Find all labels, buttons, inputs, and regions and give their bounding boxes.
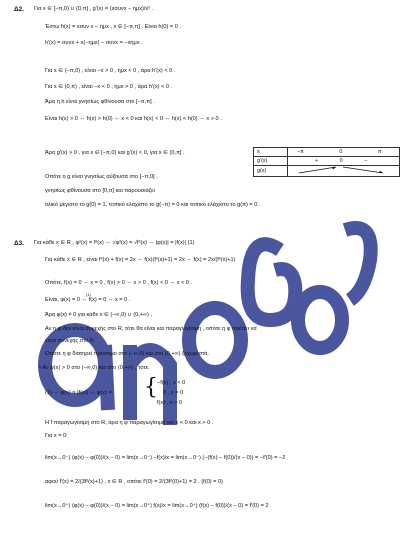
- d2-line-3: h′(x) = συνx + x(−ημx) − συνx = −xημx .: [45, 40, 143, 46]
- d2-line-7: Είναι h(x) > 0 ⇔ h(x) > h(0) ⇔ x < 0 και h(x) < 0 ⇔ h(x) < h(0) ⇔ x > 0 .: [45, 116, 222, 122]
- section-label-d3: Δ3.: [14, 240, 24, 247]
- d2-line-2: Έστω h(x) = xσυν x − ημx , x ∈ [−π,π] . Είναι h(0) = 0 .: [45, 24, 181, 30]
- d3-line-7: είναι συνεχής στο R.: [45, 338, 96, 344]
- d3-line-4-note: (1): [86, 292, 91, 297]
- table-row-gprime: g′(x): [254, 157, 288, 166]
- d3-line-5: Άρα φ(x) ≠ 0 για κάθε x ∈ (−∞,0) ∪ (0,+∞) .: [45, 312, 153, 318]
- d3-line-1: Για κάθε x ∈ R , φ²(x) = f²(x) ⇔ √φ²(x) = √f²(x) ⇔ |φ(x)| = |f(x)| (1): [34, 240, 195, 246]
- piecewise-case-3: f(x) , x > 0: [157, 400, 183, 406]
- table-val-minus-pi: −π: [297, 149, 304, 155]
- table-head-values: [288, 148, 400, 157]
- d3-line-9: • Αν φ(x) > 0 στο (−∞,0) και στο (0,+∞) , τότε:: [39, 365, 150, 371]
- d2-line-11: ολικό μέγιστο το g(0) = 1, τοπικό ελάχιστο το g(−π) = 0 και τοπικό ελάχιστο το g(π) = 0 .: [45, 202, 261, 208]
- table-arrows: [288, 166, 400, 177]
- d3-line-4: Είναι, φ(x) = 0 ⇔ f(x) = 0 ⇔ x = 0 .: [45, 297, 131, 303]
- d2-line-10: γνησίως φθίνουσα στο [0,π] και παρουσιάζει: [45, 188, 155, 194]
- d3-line-3: Οπότε, f(x) = 0 ⇔ x = 0 , f(x) > 0 ⇔ x > 0 , f(x) < 0 ⇔ x < 0 .: [45, 280, 193, 286]
- d2-line-6: Άρα η h είναι γνησίως φθίνουσα στο [−π,π] .: [45, 99, 155, 105]
- table-sign-plus: +: [315, 158, 319, 164]
- d2-line-9: Οπότε η g είναι γνησίως αύξουσα στο [−π,0] ,: [45, 174, 158, 180]
- d3-line-14: αφού f′(x) = 2/(3f²(x)+1) , x ∈ R , οπότε f′(0) = 2/(3f²(0)+1) = 2 . (f(0) = 0): [45, 479, 223, 485]
- d3-line-8: Οπότε η φ διατηρεί πρόσημο στο (−∞,0) και στο (0,+∞) ξεχωριστά.: [45, 351, 209, 357]
- d3-line-15: lim(x→0⁺) (φ(x) − φ(0))/(x − 0) = lim(x→0⁺) f(x)/x = lim(x→0⁺) (f(x) − f(0))/(x − 0) = f′(0) = 2: [45, 503, 269, 509]
- d3-line-2: Για κάθε x ∈ R , είναι f³(x) + f(x) = 2x ⇔ f(x)(f²(x)+1) = 2x ⇔ f(x) = 2x/(f²(x)+1): [45, 257, 236, 263]
- table-sign-row: [288, 157, 400, 166]
- d3-line-6: Αν η φ δεν είναι συνεχής στο R, τότε θα είναι και παραγωγίσιμη , οπότε η φ πρέπει να: [45, 326, 257, 332]
- d2-line-8: Άρα g′(x) > 0 , για x ∈ [−π,0) και g′(x) < 0, για x ∈ (0,π] .: [45, 150, 185, 156]
- monotonicity-arrows: [291, 166, 391, 174]
- table-val-pi: π: [377, 149, 382, 155]
- table-val-zero: 0: [339, 149, 343, 155]
- piecewise-case-2: 0 , x = 0: [163, 390, 184, 396]
- table-head-x: x: [254, 148, 288, 157]
- watermark-text: ανοδος: [180, 486, 200, 492]
- d3-line-12: Για x = 0:: [45, 433, 68, 439]
- piecewise-case-1: −f(x) , x < 0: [157, 380, 186, 386]
- d2-line-5: Για x ∈ (0,π) , είναι −x < 0 , ημx > 0 , άρα h′(x) < 0 .: [45, 84, 173, 90]
- monotonicity-table: [253, 147, 400, 177]
- section-label-d2: Δ2.: [14, 6, 24, 13]
- d3-line-11: Η f παραγωγίσιμη στο R, άρα η φ παραγωγίσιμη για x < 0 και x > 0 .: [45, 420, 214, 426]
- table-row-g: g(x): [254, 166, 288, 177]
- piecewise-brace: {: [144, 375, 158, 400]
- d3-line-10: (1) ⇔ φ(x) = |f(x)| ⇔ φ(x) =: [45, 390, 112, 396]
- d2-line-1: Για x ∈ [−π,0) ∪ (0,π] , g′(x) = (xσυνx − ημx)/x² .: [34, 6, 154, 12]
- d2-line-4: Για x ∈ (−π,0) , είναι −x > 0 , ημx < 0 , άρα h′(x) < 0 .: [45, 68, 176, 74]
- table-sign-minus: −: [364, 158, 368, 164]
- d3-line-13: lim(x→0⁻) (φ(x) − φ(0))/(x − 0) = lim(x→0⁻) −f(x)/x = lim(x→0⁻) (−(f(x) − f(0))/(x − 0)) = −f′(0) = −2: [45, 455, 286, 461]
- table-sign-zero: 0: [339, 158, 343, 164]
